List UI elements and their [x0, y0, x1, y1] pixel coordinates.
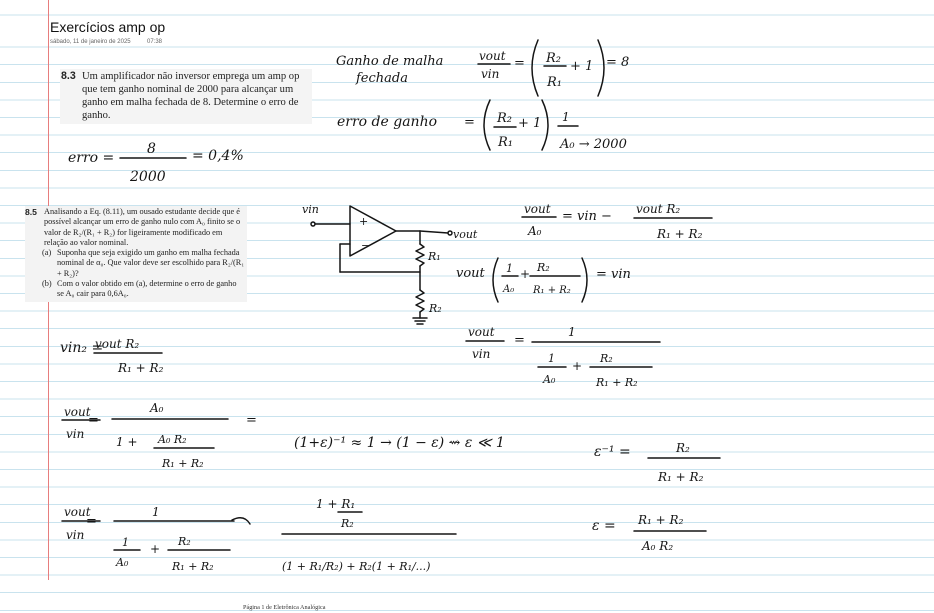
ink-text: ε⁻¹ =: [594, 444, 631, 460]
page-footer: Página 1 de Eletrônica Analógica: [243, 604, 326, 611]
ink-text: R₂: [676, 441, 690, 455]
ink-text: vin: [481, 67, 500, 81]
ink-text: R₁ + R₂: [638, 513, 684, 527]
ink-text: R₂: [429, 302, 442, 315]
ink-text: erro de ganho: [337, 114, 438, 130]
closed-loop-gain-note: [336, 40, 629, 96]
equation-7: [62, 401, 257, 470]
ink-text: Ganho de malha: [336, 54, 444, 69]
ink-text: + 1: [518, 116, 542, 131]
ink-text: −: [361, 239, 371, 252]
ink-text: (1+ε)⁻¹ ≈ 1 → (1 − ε) ⇝ ε ≪ 1: [294, 435, 505, 451]
resistor-r2: [416, 290, 424, 312]
equation-6: [466, 325, 660, 389]
ink-text: R₁ + R₂: [172, 560, 214, 573]
ink-text: R₁: [547, 75, 562, 90]
note-date: sábado, 11 de janeiro de 2025: [50, 39, 131, 45]
wire: [420, 231, 448, 233]
opamp-circuit: [302, 203, 478, 324]
ink-text: R₂: [537, 261, 550, 274]
ink-text: A₀: [116, 556, 129, 569]
ink-text: R₁ + R₂: [533, 285, 571, 296]
ink-text: R₁ + R₂: [657, 227, 703, 241]
note-title[interactable]: Exercícios amp op: [50, 19, 166, 35]
ink-text: R₂: [178, 535, 191, 548]
ink-text: =: [86, 514, 97, 529]
ink-text: A₀ R₂: [158, 433, 187, 446]
paren-left: [484, 100, 490, 150]
ink-text: = 8: [606, 55, 630, 70]
ink-text: ε =: [592, 518, 616, 534]
ink-text: R₂: [497, 111, 512, 126]
equation-8: [62, 505, 250, 573]
ink-text: =: [514, 56, 525, 71]
ink-text: vin: [302, 203, 319, 216]
ink-text: R₁ + R₂: [118, 361, 164, 375]
approximation-note: [294, 435, 505, 451]
vout-terminal: [448, 231, 452, 235]
ink-text: vout: [453, 228, 478, 241]
ink-text: A₀: [150, 401, 164, 415]
ink-text: + 1: [570, 59, 594, 74]
ink-text: 1 + R₁: [316, 497, 356, 511]
problem-number: 8.3: [61, 70, 76, 82]
item-a-label: (a): [42, 248, 52, 258]
ink-text: vout: [468, 325, 495, 339]
paren-right: [582, 258, 587, 302]
equation-9: [282, 497, 456, 573]
ink-text: 1: [562, 110, 570, 124]
ink-text: A₀ R₂: [642, 539, 674, 553]
ink-text: vout R₂: [95, 337, 140, 351]
ink-text: 1: [568, 325, 576, 339]
problem-intro: Analisando a Eq. (8.11), um ousado estudante decide que é possível alcançar um erro de ganho nulo com A₀ finito se o valor de R₂/(R₁ + R₂) for ligeiramente modificado em relação ao valor nominal.: [44, 207, 241, 247]
ink-text: R₁ + R₂: [596, 376, 638, 389]
ink-text: vout R₂: [636, 202, 681, 216]
ink-text: erro =: [68, 150, 115, 166]
ink-text: =: [464, 115, 475, 130]
ink-text: R₂: [600, 352, 613, 365]
ink-text: vin: [66, 427, 85, 441]
note-time: 07:38: [147, 39, 163, 45]
gain-error-note: [337, 100, 627, 152]
ink-text: 1: [548, 352, 555, 365]
ink-text: vin₂ =: [60, 340, 104, 356]
ink-text: =: [88, 413, 99, 428]
paren-left: [493, 258, 498, 302]
ink-text: R₁: [428, 250, 441, 263]
resistor-r1: [416, 244, 424, 266]
ink-text: 1 +: [116, 435, 138, 449]
ink-text: 1: [506, 262, 513, 275]
ink-text: A₀ → 2000: [560, 137, 627, 152]
ink-text: 2000: [130, 169, 166, 185]
ink-text: 1: [122, 536, 129, 549]
epsilon-result: [592, 513, 706, 553]
ink-text: =: [246, 413, 257, 428]
ink-text: A₀: [503, 284, 515, 295]
ink-text: vout: [524, 202, 551, 216]
ink-text: =: [514, 333, 525, 348]
opamp-symbol: [350, 206, 396, 256]
problem-text: Um amplificador não inversor emprega um amp op que tem ganho nominal de 2000 para alcançar um ganho em malha fechada de 8. Determine o erro de ganho.: [82, 71, 300, 121]
ink-text: = 0,4%: [192, 148, 244, 164]
ink-text: vin: [66, 528, 85, 542]
item-b-text: Com o valor obtido em (a), determine o erro de ganho se A₀ cair para 0,6A₀.: [57, 279, 237, 299]
ink-text: vout: [64, 505, 91, 519]
equation-5: [60, 337, 164, 375]
equation-4: [456, 258, 631, 302]
item-b-label: (b): [42, 279, 52, 289]
ink-text: A₀: [543, 373, 556, 386]
ink-text: fechada: [356, 71, 408, 86]
error-result: [68, 141, 244, 185]
ink-text: 8: [147, 141, 156, 157]
ink-text: 1: [152, 505, 160, 519]
paren-left: [532, 40, 538, 96]
ink-text: vout: [479, 49, 506, 63]
ink-text: R₁: [498, 135, 513, 150]
ink-text: R₂: [341, 517, 354, 530]
item-a-text: Suponha que seja exigido um ganho em malha fechada nominal de α₀. Que valor deve ser escolhido para R₂/(R₁ + R₂)?: [57, 248, 245, 278]
paren-right: [542, 100, 548, 150]
ink-text: R₁ + R₂: [658, 470, 704, 484]
ink-text: A₀: [528, 224, 542, 238]
ink-text: R₂: [546, 51, 561, 66]
ink-text: +: [520, 267, 531, 281]
paren-right: [598, 40, 604, 96]
ink-text: +: [150, 542, 161, 556]
ink-text: vin: [472, 347, 491, 361]
epsilon-inverse: [594, 441, 720, 484]
ink-text: = vin −: [562, 209, 612, 224]
ink-text: (1 + R₁/R₂) + R₂(1 + R₁/...): [282, 560, 431, 573]
equation-3: [522, 202, 712, 241]
problem-number: 8.5: [25, 207, 37, 217]
ink-text: vout: [64, 405, 91, 419]
ink-text: R₁ + R₂: [162, 457, 204, 470]
ink-text: vout: [456, 266, 485, 281]
ink-text: = vin: [596, 267, 631, 282]
ink-text: +: [359, 215, 369, 228]
ink-text: +: [572, 359, 583, 373]
